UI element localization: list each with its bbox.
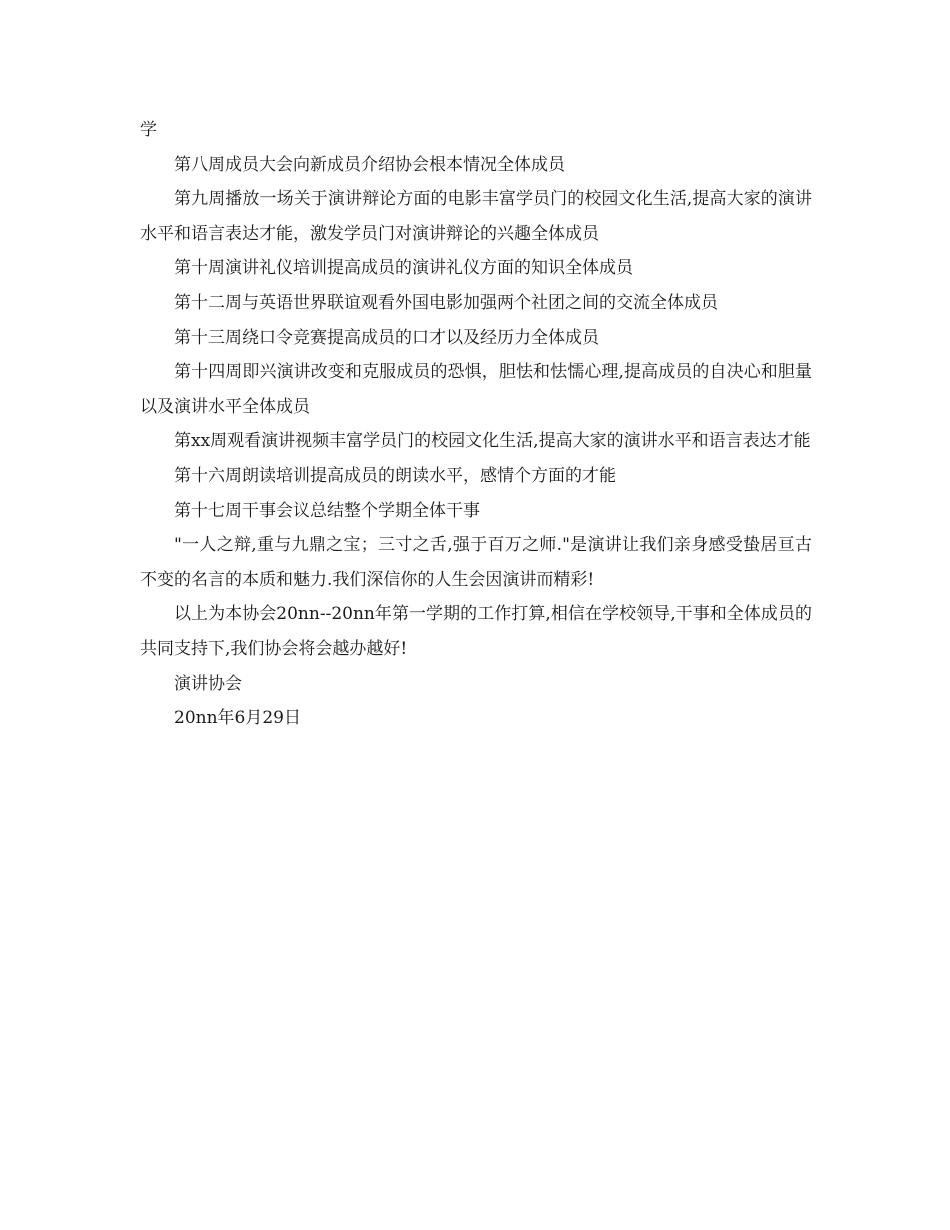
paragraph-week-13: 第十三周绕口令竞赛提高成员的口才以及经历力全体成员 <box>174 327 599 348</box>
paragraph-quote: "一人之辩,重与九鼎之宝；三寸之舌,强于百万之师."是演讲让我们亲身感受蛰居亘古不变的名言的本质和魅力.我们深信你的人生会因演讲而精彩! <box>140 535 812 590</box>
paragraph-closing: 以上为本协会20nn--20nn年第一学期的工作打算,相信在学校领导,干事和全体成员的共同支持下,我们协会将会越办越好! <box>140 604 812 659</box>
paragraph-week-10: 第十周演讲礼仪培训提高成员的演讲礼仪方面的知识全体成员 <box>174 258 633 279</box>
paragraph-week-17: 第十七周干事会议总结整个学期全体干事 <box>174 500 480 521</box>
paragraph-week-14: 第十四周即兴演讲改变和克服成员的恐惧，胆怯和怯懦心理,提高成员的自决心和胆量以及演讲水平全体成员 <box>140 362 812 417</box>
paragraph-week-9: 第九周播放一场关于演讲辩论方面的电影丰富学员门的校园文化生活,提高大家的演讲水平和语言表达才能，激发学员门对演讲辩论的兴趣全体成员 <box>140 189 812 244</box>
document-body <box>140 113 812 736</box>
paragraph-continuation: 学 <box>140 120 157 140</box>
signature-date: 20nn年6月29日 <box>174 708 301 729</box>
paragraph-week-16: 第十六周朗读培训提高成员的朗读水平，感情个方面的才能 <box>174 465 616 486</box>
paragraph-week-8: 第八周成员大会向新成员介绍协会根本情况全体成员 <box>174 154 565 175</box>
paragraph-week-12: 第十二周与英语世界联谊观看外国电影加强两个社团之间的交流全体成员 <box>174 292 718 313</box>
paragraph-week-xx: 第xx周观看演讲视频丰富学员门的校园文化生活,提高大家的演讲水平和语言表达才能 <box>174 431 811 452</box>
signature-organization: 演讲协会 <box>174 673 242 694</box>
